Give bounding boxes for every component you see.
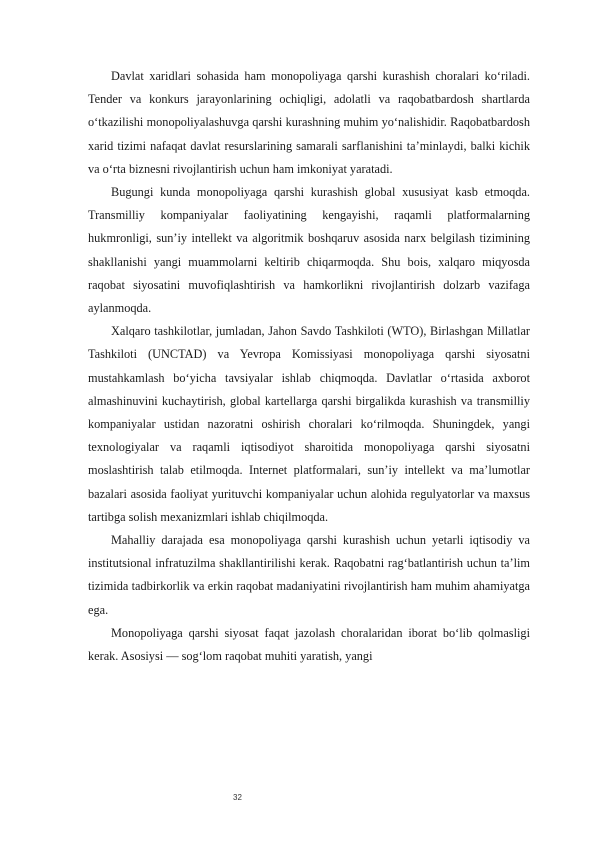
paragraph-public-procurement: Davlat xaridlari sohasida ham monopoliyaga qarshi kurashish choralari ko‘riladi. Tender va konkurs jarayonlarining ochiqligi, adolatli va raqobatbardosh shartlarda o‘tkazilishi monopoliyalashuvga qarshi kurashning muhim yo‘nalishidir. Raqobatbardosh xarid tizimi nafaqat davlat resurslarining samarali sarflanishini ta’minlaydi, balki kichik va o‘rta biznesni rivojlantirish uchun ham imkoniyat yaratadi. bbox=[88, 69, 530, 176]
paragraph-policy-beyond-punishment: Monopoliyaga qarshi siyosat faqat jazolash choralaridan iborat bo‘lib qolmasligi kerak. Asosiysi — sog‘lom raqobat muhiti yaratish, yangi bbox=[88, 625, 530, 664]
paragraph-global-nature: Bugungi kunda monopoliyaga qarshi kurashish global xususiyat kasb etmoqda. Transmilliy kompaniyalar faoliyatining kengayishi, raqamli platformalarning hukmronligi, sun’iy intellekt va algoritmik boshqaruv asosida narx belgilash tizimining shakllanishi yangi muammolarni keltirib chiqarmoqda. Shu bois, xalqaro miqyosda raqobat siyosatini muvofiqlashtirish va hamkorlikni rivojlantirish dolzarb vazifaga aylanmoqda. bbox=[88, 185, 530, 316]
page-number: 32 bbox=[233, 793, 242, 802]
paragraph-international-organizations: Xalqaro tashkilotlar, jumladan, Jahon Savdo Tashkiloti (WTO), Birlashgan Millatlar Tashkiloti (UNCTAD) va Yevropa Komissiyasi monopoliyaga qarshi siyosatni mustahkamlash bo‘yicha tavsiyalar ishlab chiqmoqda. Davlatlar o‘rtasida axborot almashinuvini kuchaytirish, global kartellarga qarshi birgalikda kurashish va transmilliy kompaniyalar ustidan nazoratni oshirish choralari ko‘rilmoqda. Shuningdek, yangi texnologiyalar va raqamli iqtisodiyot sharoitida monopoliyaga qarshi siyosatni moslashtirish talab etilmoqda. Internet platformalari, sun’iy intellekt va ma’lumotlar bazalari asosida faoliyat yurituvchi kompaniyalar uchun alohida regulyatorlar va maxsus tartibga solish mexanizmlari ishlab chiqilmoqda. bbox=[88, 324, 530, 524]
document-body bbox=[88, 65, 530, 668]
paragraph-local-level: Mahalliy darajada esa monopoliyaga qarshi kurashish uchun yetarli iqtisodiy va institutsional infratuzilma shakllantirilishi kerak. Raqobatni rag‘batlantirish uchun ta’lim tizimida tadbirkorlik va erkin raqobat madaniyatini rivojlantirish ham muhim ahamiyatga ega. bbox=[88, 533, 530, 617]
